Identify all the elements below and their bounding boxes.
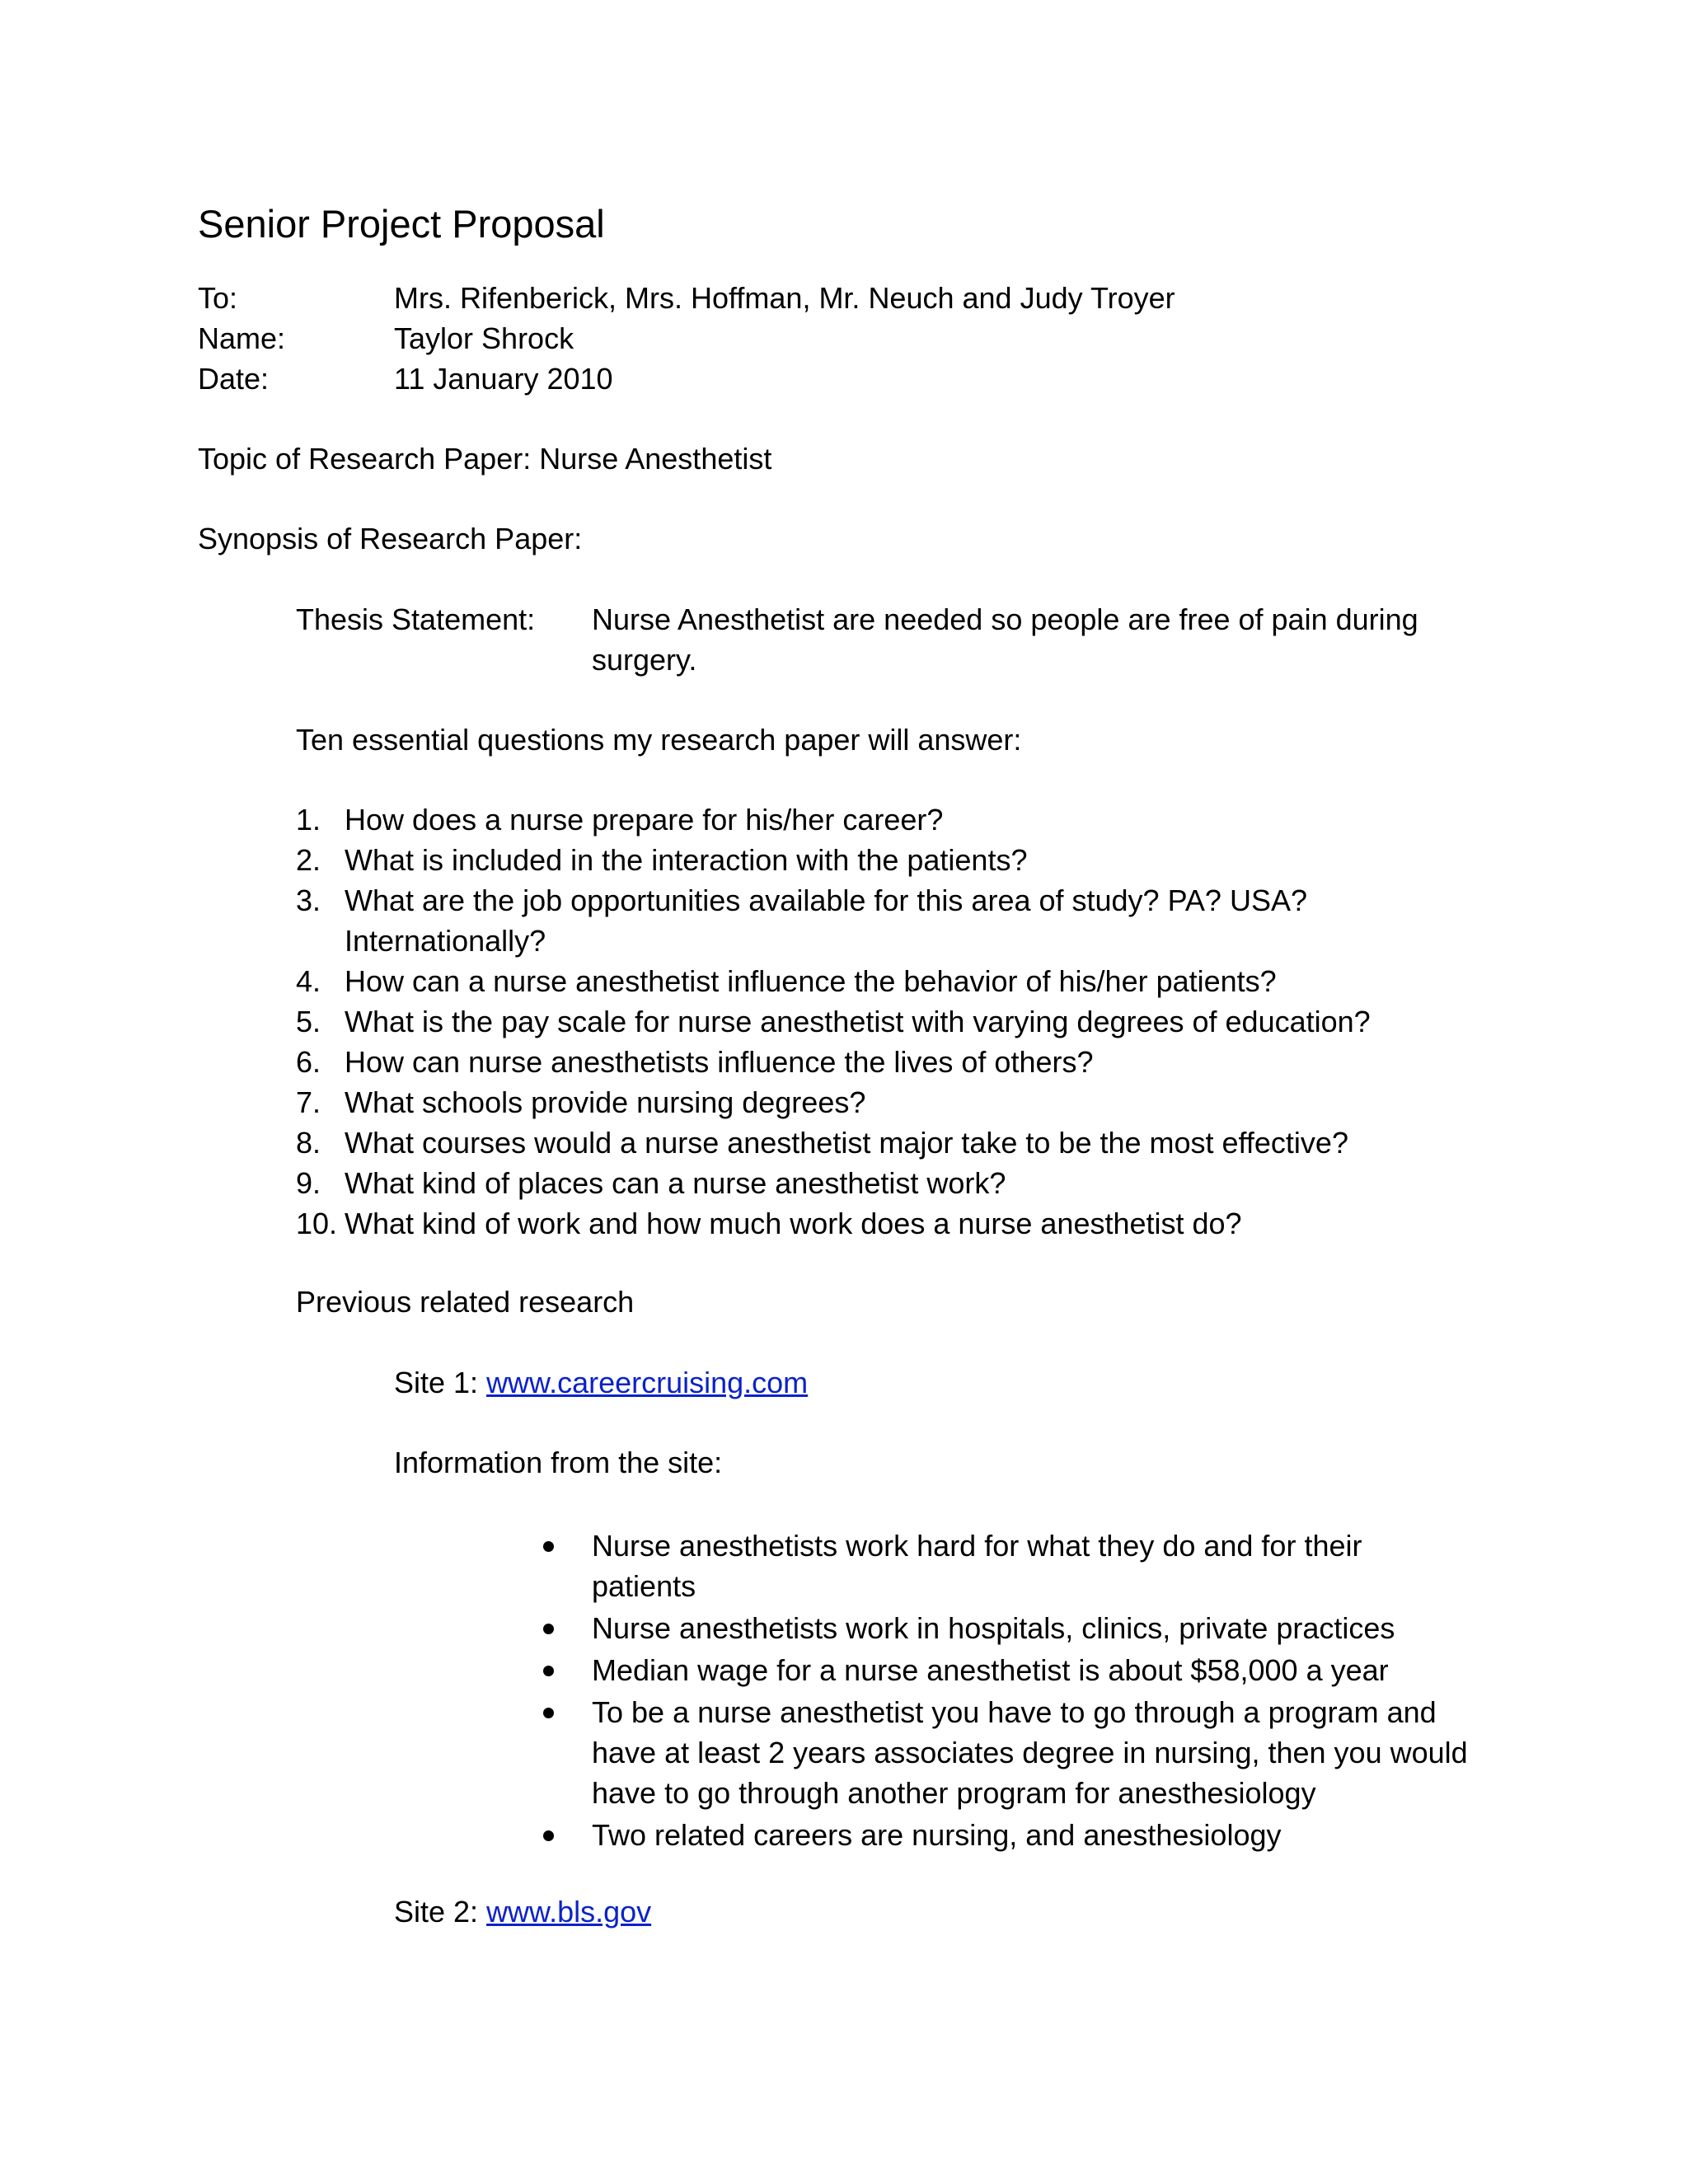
question-text: What is included in the interaction with the patients? (345, 843, 1028, 877)
synopsis-heading: Synopsis of Research Paper: (198, 522, 583, 555)
page-title: Senior Project Proposal (198, 202, 605, 246)
question-text: How can nurse anesthetists influence the lives of others? (345, 1045, 1094, 1079)
question-text: What kind of work and how much work does a nurse anesthetist do? (345, 1207, 1242, 1240)
bullet-text: Two related careers are nursing, and anesthesiology (592, 1818, 1282, 1852)
previous-research-heading: Previous related research (296, 1285, 635, 1319)
site-2-link[interactable]: www.bls.gov (486, 1895, 652, 1929)
question-number: 10. (296, 1207, 338, 1240)
question-number: 9. (296, 1166, 321, 1200)
question-number: 3. (296, 883, 321, 917)
question-text: What courses would a nurse anesthetist major take to be the most effective? (345, 1126, 1348, 1160)
site-2-line (394, 1892, 651, 1932)
bullet-text: Nurse anesthetists work hard for what they do and for their (592, 1529, 1362, 1563)
thesis-label: Thesis Statement: (296, 602, 536, 636)
bullet-dot-icon (543, 1666, 554, 1676)
topic-line: Topic of Research Paper: Nurse Anesthetist (198, 442, 772, 476)
question-text: What schools provide nursing degrees? (345, 1085, 866, 1119)
site-1-line (394, 1363, 808, 1403)
info-heading: Information from the site: (394, 1446, 723, 1479)
to-value: Mrs. Rifenberick, Mrs. Hoffman, Mr. Neuch and Judy Troyer (394, 281, 1175, 315)
bullet-text: have to go through another program for anesthesiology (592, 1776, 1316, 1810)
thesis-text-line-2: surgery. (592, 643, 697, 677)
bullet-dot-icon (543, 1708, 554, 1718)
bullet-dot-icon (543, 1541, 554, 1552)
bullet-dot-icon (543, 1624, 554, 1634)
question-number: 4. (296, 964, 321, 998)
bullet-text: Median wage for a nurse anesthetist is about $58,000 a year (592, 1653, 1389, 1687)
date-value: 11 January 2010 (394, 362, 613, 396)
site-1-link[interactable]: www.careercruising.com (486, 1366, 809, 1399)
question-number: 1. (296, 803, 321, 837)
question-number: 6. (296, 1045, 321, 1079)
bullet-dot-icon (543, 1830, 554, 1841)
site-2-label: Site 2: (394, 1895, 487, 1929)
bullet-text: To be a nurse anesthetist you have to go through a program and (592, 1695, 1437, 1729)
bullet-text: have at least 2 years associates degree in nursing, then you would (592, 1736, 1468, 1769)
bullet-text: patients (592, 1569, 696, 1603)
question-text: What are the job opportunities available for this area of study? PA? USA? (345, 883, 1307, 917)
question-text: How does a nurse prepare for his/her career? (345, 803, 944, 837)
question-number: 5. (296, 1005, 321, 1038)
question-text: Internationally? (345, 924, 546, 958)
questions-heading: Ten essential questions my research paper will answer: (296, 723, 1022, 757)
question-number: 2. (296, 843, 321, 877)
question-number: 8. (296, 1126, 321, 1160)
to-label: To: (198, 281, 238, 315)
name-value: Taylor Shrock (394, 321, 574, 355)
question-number: 7. (296, 1085, 321, 1119)
question-text: What is the pay scale for nurse anesthetist with varying degrees of education? (345, 1005, 1371, 1038)
question-text: What kind of places can a nurse anesthetist work? (345, 1166, 1006, 1200)
thesis-text-line-1: Nurse Anesthetist are needed so people are free of pain during (592, 602, 1418, 636)
bullet-text: Nurse anesthetists work in hospitals, clinics, private practices (592, 1611, 1395, 1645)
name-label: Name: (198, 321, 286, 355)
question-text: How can a nurse anesthetist influence the behavior of his/her patients? (345, 964, 1277, 998)
site-1-label: Site 1: (394, 1366, 487, 1399)
date-label: Date: (198, 362, 270, 396)
